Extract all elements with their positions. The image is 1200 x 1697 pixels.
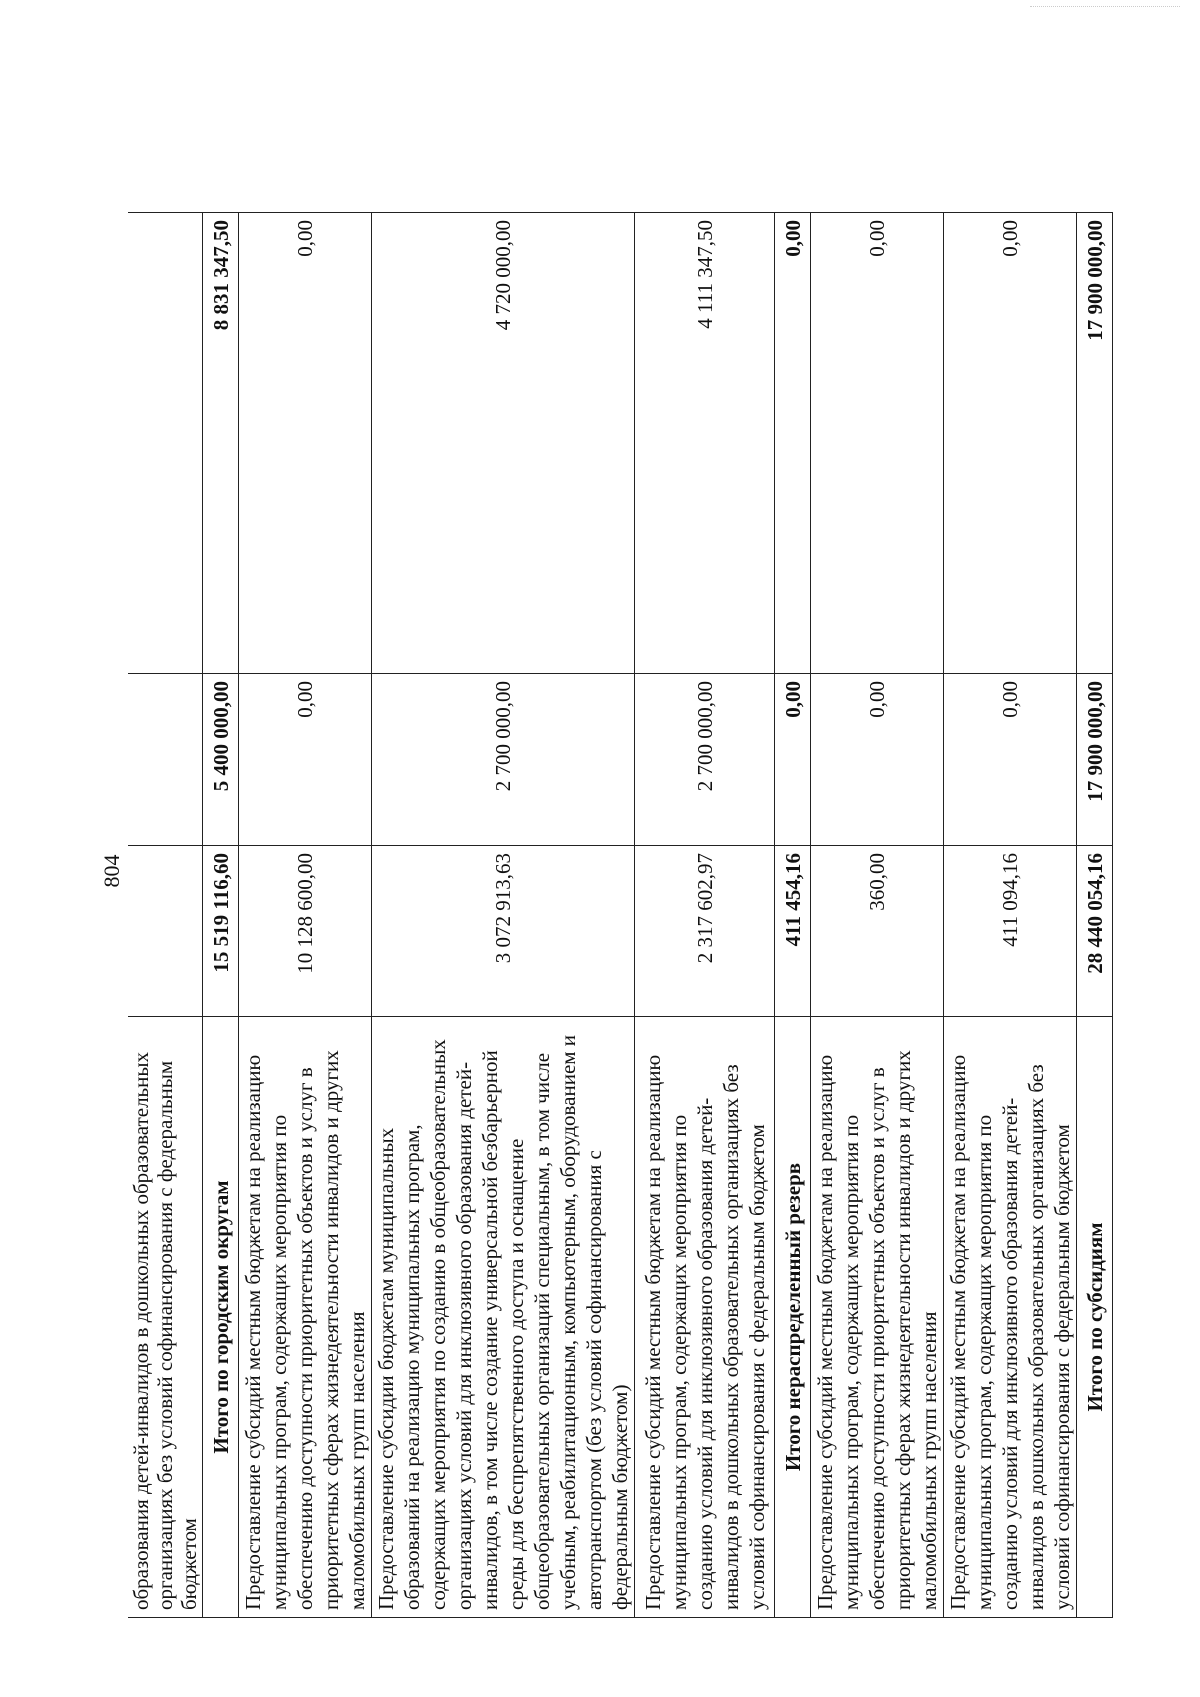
value-cell-3: 17 900 000,00: [1077, 213, 1113, 674]
subsidies-table: [128, 212, 1113, 1618]
value-cell-3: 0,00: [944, 213, 1077, 674]
value-cell-2: 0,00: [775, 674, 811, 846]
value-cell-3: [128, 213, 203, 674]
row-description: Предоставление субсидий местным бюджетам на реализацию муниципальных програм, содержащих мероприятия по созданию условий для инклюзивного образования детей-инвалидов в дошкольных образовательных организациях без условий софинансирования с федеральным бюджетом: [635, 1017, 775, 1618]
row-description: образования детей-инвалидов в дошкольных образовательных организациях без условий софинансирования с федеральным бюджетом: [128, 1017, 203, 1618]
total-row: [775, 213, 811, 1618]
row-description: Предоставление субсидий местным бюджетам на реализацию муниципальных програм, содержащих мероприятия по обеспечению доступности приоритетных объектов и услуг в приоритетных сферах жизнедеятельности инвалидов и других маломобильных групп населения: [239, 1017, 372, 1618]
table-row: [811, 213, 944, 1618]
value-cell-2: 17 900 000,00: [1077, 674, 1113, 846]
value-cell-1: 28 440 054,16: [1077, 846, 1113, 1017]
value-cell-2: 2 700 000,00: [635, 674, 775, 846]
value-cell-1: 2 317 602,97: [635, 846, 775, 1017]
total-label: Итого по субсидиям: [1077, 1017, 1113, 1618]
table-row: [239, 213, 372, 1618]
total-label: Итого нераспределенный резерв: [775, 1017, 811, 1618]
table-row: [372, 213, 635, 1618]
value-cell-2: 2 700 000,00: [372, 674, 635, 846]
value-cell-3: 0,00: [239, 213, 372, 674]
value-cell-3: 0,00: [775, 213, 811, 674]
value-cell-2: 0,00: [811, 674, 944, 846]
rotated-table-container: [128, 213, 1113, 1618]
total-row: [203, 213, 239, 1618]
value-cell-3: 0,00: [811, 213, 944, 674]
value-cell-2: 5 400 000,00: [203, 674, 239, 846]
scan-artifact: [1030, 6, 1180, 9]
table-row: [128, 213, 203, 1618]
value-cell-1: 15 519 116,60: [203, 846, 239, 1017]
value-cell-1: 3 072 913,63: [372, 846, 635, 1017]
value-cell-1: 360,00: [811, 846, 944, 1017]
table-row: [635, 213, 775, 1618]
value-cell-3: 4 720 000,00: [372, 213, 635, 674]
total-row: [1077, 213, 1113, 1618]
value-cell-1: [128, 846, 203, 1017]
total-label: Итого по городским округам: [203, 1017, 239, 1618]
row-description: Предоставление субсидий местным бюджетам на реализацию муниципальных програм, содержащих мероприятия по обеспечению доступности приоритетных объектов и услуг в приоритетных сферах жизнедеятельности инвалидов и других маломобильных групп населения: [811, 1017, 944, 1618]
value-cell-2: 0,00: [239, 674, 372, 846]
value-cell-2: 0,00: [944, 674, 1077, 846]
page-number: 804: [99, 854, 124, 888]
value-cell-3: 4 111 347,50: [635, 213, 775, 674]
row-description: Предоставление субсидий местным бюджетам на реализацию муниципальных програм, содержащих мероприятия по созданию условий для инклюзивного образования детей-инвалидов в дошкольных образовательных организациях без условий софинансирования с федеральным бюджетом: [944, 1017, 1077, 1618]
row-description: Предоставление субсидии бюджетам муниципальных образований на реализацию муниципальных програм, содержащих мероприятия по созданию в общеобразовательных организациях условий для инклюзивного образования детей-инвалидов, в том числе создание универсальной безбарьерной среды для беспрепятственного доступа и оснащение общеобразовательных организаций специальным, в том числе учебным, реабилитационным, компьютерным, оборудованием и автотранспортом (без условий софинансирования с федеральным бюджетом): [372, 1017, 635, 1618]
value-cell-1: 411 094,16: [944, 846, 1077, 1017]
value-cell-2: [128, 674, 203, 846]
value-cell-1: 10 128 600,00: [239, 846, 372, 1017]
table-row: [944, 213, 1077, 1618]
value-cell-1: 411 454,16: [775, 846, 811, 1017]
value-cell-3: 8 831 347,50: [203, 213, 239, 674]
